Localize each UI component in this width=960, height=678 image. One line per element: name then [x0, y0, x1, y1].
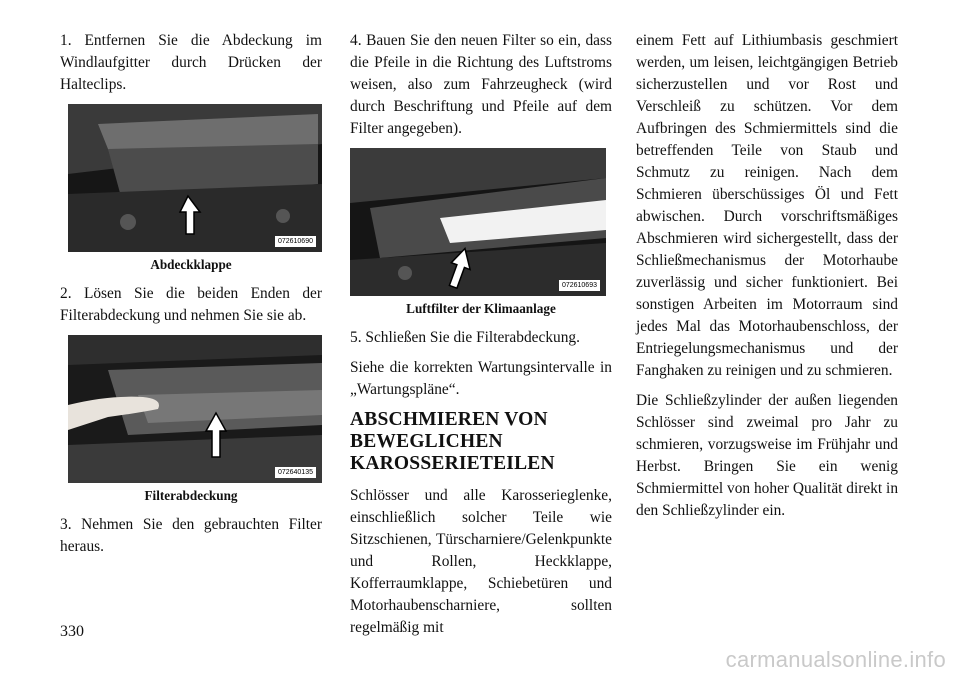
body-paragraph: Die Schließzylinder der außen liegenden Schlösser sind zweimal pro Jahr zu schmieren, vorzugsweise im Frühjahr und Herbst. Bringen Sie ein wenig Schmiermittel von hoher Qualität direkt in den Schließzylinder ein.: [636, 392, 899, 519]
filter-cover-photo: [68, 335, 322, 483]
step-1-text: 1. Entfernen Sie die Abdeckung im Windlaufgitter durch Drücken der Halteclips.: [60, 32, 322, 93]
figure-caption: Filterabdeckung: [144, 488, 238, 503]
figure-id: 072610693: [559, 280, 600, 291]
figure-id: 072610690: [275, 236, 316, 247]
left-column: [60, 30, 322, 566]
body-paragraph-continued: einem Fett auf Lithiumbasis geschmiert werden, um leisen, leichtgängigen Betrieb sicherzustellen und vor Rost und Verschleiß zu schützen. Vor dem Aufbringen des Schmiermittels sind die betreffenden Teile von Staub und Schmutz zu reinigen. Nach dem Schmieren überschüssiges Öl und Fett abwischen. Durch vorschriftsmäßiges Abschmieren wird sichergestellt, dass der Schließmechanismus der Motorhaube zuverlässig und sicher funktioniert. Bei sonstigen Arbeiten im Motorraum sind jedes Mal das Motorhaubenschloss, der Entriegelungsmechanismus und der Fanghaken zu reinigen und zu schmieren.: [636, 32, 898, 379]
body-paragraph: Schlösser und alle Karosserieglenke, einschließlich solcher Teile wie Sitzschienen, Türscharniere/Gelenkpunkte und Rollen, Heckklappe, Kofferraumklappe, Schiebetüren und Motorhaubenscharniere, sollten regelmäßig mit: [350, 487, 612, 636]
figure-id: 072640135: [275, 467, 316, 478]
step-4-text: 4. Bauen Sie den neuen Filter so ein, dass die Pfeile in die Richtung des Luftstroms weisen, also zum Fahrzeugheck (wird durch Beschriftung und Pfeile auf dem Filter angegeben).: [350, 32, 612, 137]
cabin-air-filter-photo: [350, 148, 606, 296]
section-heading: ABSCHMIEREN VON BEWEGLICHEN KAROSSERIETEILEN: [350, 409, 555, 474]
watermark: carmanualsonline.info: [725, 647, 946, 672]
step-3-text: 3. Nehmen Sie den gebrauchten Filter heraus.: [60, 516, 322, 555]
figure-caption: Abdeckklappe: [150, 257, 232, 272]
cowl-cover-photo: [68, 104, 322, 252]
see-also-text: Siehe die korrekten Wartungsintervalle in „Wartungspläne“.: [350, 359, 612, 398]
figure-caption: Luftfilter der Klimaanlage: [406, 301, 556, 316]
middle-column: [350, 30, 612, 647]
right-column: [636, 30, 898, 530]
page-number: 330: [60, 623, 84, 640]
step-5-text: 5. Schließen Sie die Filterabdeckung.: [350, 329, 580, 346]
step-2-text: 2. Lösen Sie die beiden Enden der Filterabdeckung und nehmen Sie sie ab.: [60, 285, 322, 324]
